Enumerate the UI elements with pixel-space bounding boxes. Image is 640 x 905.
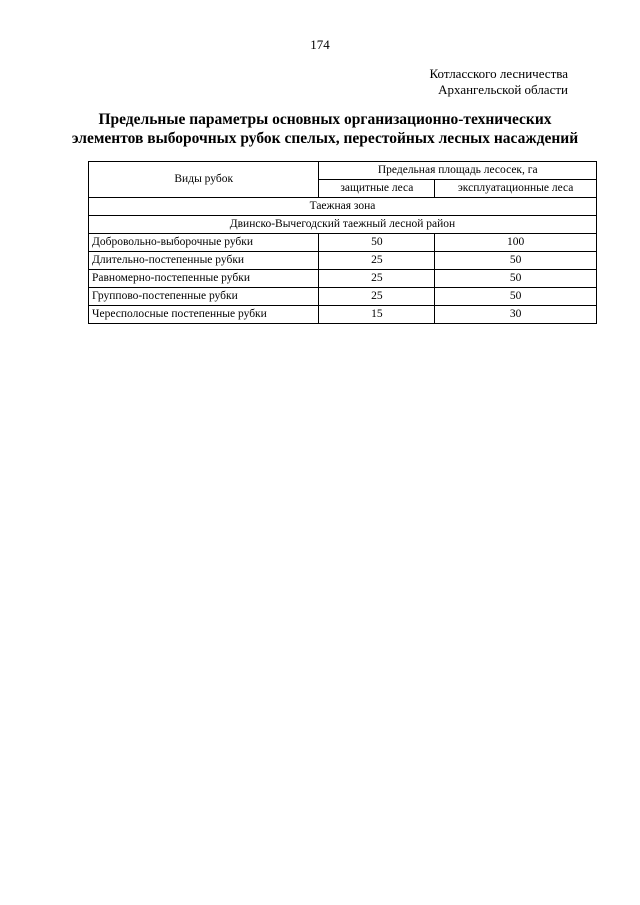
table-row: [89, 234, 597, 252]
parameters-table: [88, 161, 597, 324]
table-row: [89, 288, 597, 306]
title-line-1: Предельные параметры основных организационно-технических: [98, 111, 552, 128]
cutting-type-cell: Добровольно-выборочные рубки: [89, 234, 319, 252]
protective-value-cell: 25: [319, 270, 435, 288]
exploitation-value-cell: 50: [435, 270, 597, 288]
header-protective-forests: защитные леса: [319, 180, 435, 198]
region-row: [89, 216, 597, 234]
table-row: [89, 252, 597, 270]
document-header: [380, 66, 568, 98]
exploitation-value-cell: 50: [435, 288, 597, 306]
header-line-region: Архангельской области: [438, 82, 568, 97]
header-cutting-type: Виды рубок: [89, 162, 319, 198]
zone-label: Таежная зона: [89, 198, 597, 216]
protective-value-cell: 25: [319, 252, 435, 270]
cutting-type-cell: Группово-постепенные рубки: [89, 288, 319, 306]
table-row: [89, 306, 597, 324]
table-header-row: [89, 162, 597, 180]
zone-row: [89, 198, 597, 216]
header-max-area: Предельная площадь лесосек, га: [319, 162, 597, 180]
protective-value-cell: 50: [319, 234, 435, 252]
protective-value-cell: 15: [319, 306, 435, 324]
table-row: [89, 270, 597, 288]
document-title: [60, 110, 590, 148]
cutting-type-cell: Длительно-постепенные рубки: [89, 252, 319, 270]
protective-value-cell: 25: [319, 288, 435, 306]
exploitation-value-cell: 50: [435, 252, 597, 270]
exploitation-value-cell: 30: [435, 306, 597, 324]
header-exploitation-forests: эксплуатационные леса: [435, 180, 597, 198]
page-number: 174: [310, 37, 330, 52]
cutting-type-cell: Равномерно-постепенные рубки: [89, 270, 319, 288]
region-label: Двинско-Вычегодский таежный лесной район: [89, 216, 597, 234]
exploitation-value-cell: 100: [435, 234, 597, 252]
title-line-2: элементов выборочных рубок спелых, перестойных лесных насаждений: [71, 130, 579, 147]
cutting-type-cell: Чересполосные постепенные рубки: [89, 306, 319, 324]
header-line-forestry: Котласского лесничества: [429, 66, 568, 81]
